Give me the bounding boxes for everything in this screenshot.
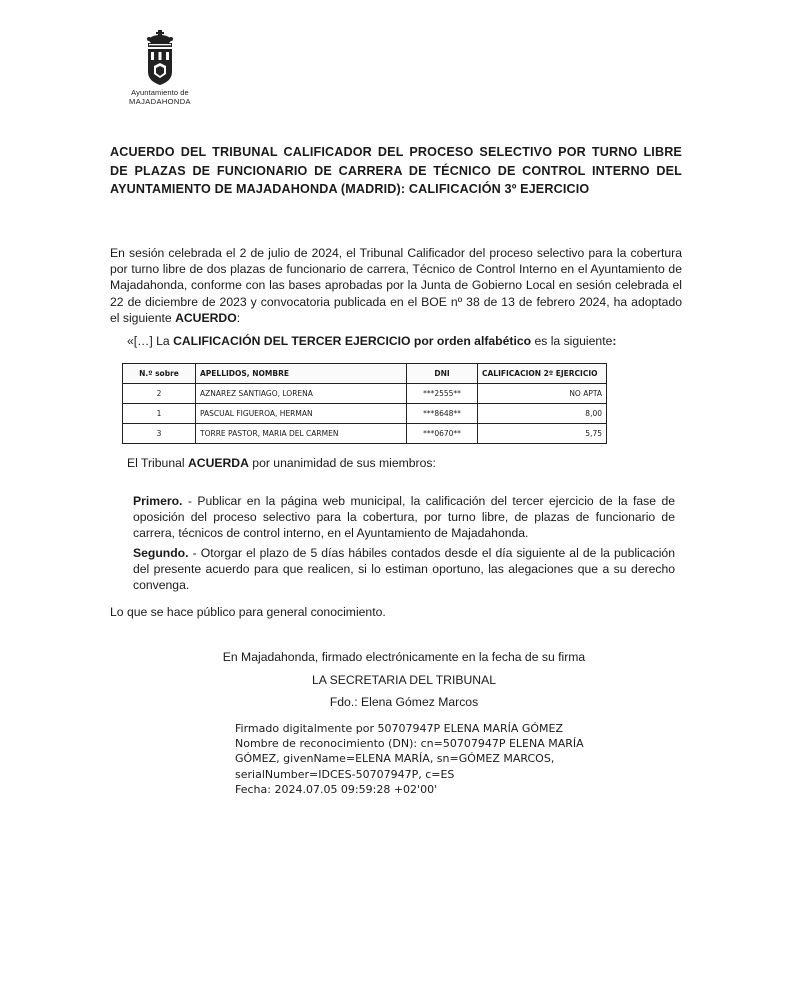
- crown-castle-emblem-icon: [141, 30, 179, 86]
- quote-prefix: «[…] La: [127, 334, 174, 348]
- intro-text: En sesión celebrada el 2 de julio de 2024, el Tribunal Calificador del proceso selectivo para la cobertura por turno libre de dos plazas de funcionario de carrera, Técnico de Control Interno en el Ayuntamiento de Majadahonda, conforme con las bases aprobadas por la Junta de Gobierno Local en sesión celebrada el 22 de diciembre de 2023 y convocatoria publicada en el BOE nº 38 de 13 de febrero 2024, ha adoptado el siguiente: [110, 246, 682, 325]
- intro-acuerdo: ACUERDO: [175, 310, 237, 325]
- intro-paragraph: [110, 245, 682, 326]
- header-dni: DNI: [407, 364, 478, 384]
- intro-end: :: [236, 310, 241, 325]
- public-notice: Lo que se hace público para general conocimiento.: [110, 605, 386, 619]
- closing-place: En Majadahonda, firmado electrónicamente en la fecha de su firma: [222, 650, 586, 664]
- cell-dni: ***8648**: [407, 404, 478, 424]
- tribunal-suffix: por unanimidad de sus miembros:: [248, 456, 436, 470]
- cell-nombre: TORRE PASTOR, MARIA DEL CARMEN: [196, 424, 407, 444]
- header-calificacion: CALIFICACION 2º EJERCICIO: [478, 364, 607, 384]
- table-row: [123, 404, 607, 424]
- quote-colon: :: [612, 334, 617, 348]
- cell-dni: ***2555**: [407, 384, 478, 404]
- segundo-text: - Otorgar el plazo de 5 días hábiles contados desde el día siguiente al de la publicación del presente acuerdo para que realicen, si lo estiman oportuno, las alegaciones que a su derecho convenga.: [133, 546, 675, 593]
- tribunal-line: [127, 456, 436, 470]
- primero-label: Primero.: [133, 494, 183, 508]
- cell-dni: ***0670**: [407, 424, 478, 444]
- header-nombre: APELLIDOS, NOMBRE: [196, 364, 407, 384]
- signature-line-5: Fecha: 2024.07.05 09:59:28 +02'00': [235, 782, 438, 796]
- tribunal-acuerda: ACUERDA: [187, 456, 249, 470]
- signature-line-3: GÓMEZ, givenName=ELENA MARÍA, sn=GÓMEZ MARCOS,: [235, 752, 555, 766]
- cell-sobre: 2: [123, 384, 196, 404]
- cell-calificacion: 8,00: [478, 404, 607, 424]
- cell-calificacion: 5,75: [478, 424, 607, 444]
- logo-line-2: MAJADAHONDA: [129, 97, 191, 106]
- cell-sobre: 3: [123, 424, 196, 444]
- table-row: [123, 424, 607, 444]
- quote-suffix: es la siguiente: [531, 334, 613, 348]
- cell-nombre: PASCUAL FIGUEROA, HERMAN: [196, 404, 407, 424]
- segundo-paragraph: [133, 545, 675, 593]
- digital-signature-block: [235, 721, 595, 797]
- document-title: ACUERDO DEL TRIBUNAL CALIFICADOR DEL PROCESO SELECTIVO POR TURNO LIBRE DE PLAZAS DE FUNCIONARIO DE CARRERA DE TÉCNICO DE CONTROL INTERNO DEL AYUNTAMIENTO DE MAJADAHONDA (MADRID): CALIFICACIÓN 3º EJERCICIO: [110, 145, 682, 196]
- table-header-row: [123, 364, 607, 384]
- signature-line-1: Firmado digitalmente por 50707947P ELENA MARÍA GÓMEZ: [235, 722, 564, 735]
- table-row: [123, 384, 607, 404]
- cell-sobre: 1: [123, 404, 196, 424]
- signature-line-4: serialNumber=IDCES-50707947P, c=ES: [235, 767, 455, 781]
- segundo-label: Segundo.: [133, 546, 189, 560]
- municipal-logo: [118, 30, 202, 106]
- cell-calificacion: NO APTA: [478, 384, 607, 404]
- closing-signer: Fdo.: Elena Gómez Marcos: [329, 695, 479, 709]
- header-sobre: N.º sobre: [123, 364, 196, 384]
- cell-nombre: AZNAREZ SANTIAGO, LORENA: [196, 384, 407, 404]
- quote-line: [127, 334, 616, 348]
- signature-line-2: Nombre de reconocimiento (DN): cn=50707947P ELENA MARÍA: [235, 737, 584, 751]
- logo-line-1: Ayuntamiento de: [131, 88, 189, 97]
- quote-bold: CALIFICACIÓN DEL TERCER EJERCICIO por orden alfabético: [173, 334, 532, 348]
- results-table: [122, 363, 607, 444]
- tribunal-prefix: El Tribunal: [127, 456, 188, 470]
- primero-paragraph: [133, 493, 675, 541]
- closing-role: LA SECRETARIA DEL TRIBUNAL: [312, 673, 496, 687]
- primero-text: - Publicar en la página web municipal, la calificación del tercer ejercicio de la fase de oposición del proceso selectivo para la cobertura, por turno libre, de plazas de funcionario de carrera, técnicos de control interno, en el Ayuntamiento de Majadahonda.: [133, 494, 675, 541]
